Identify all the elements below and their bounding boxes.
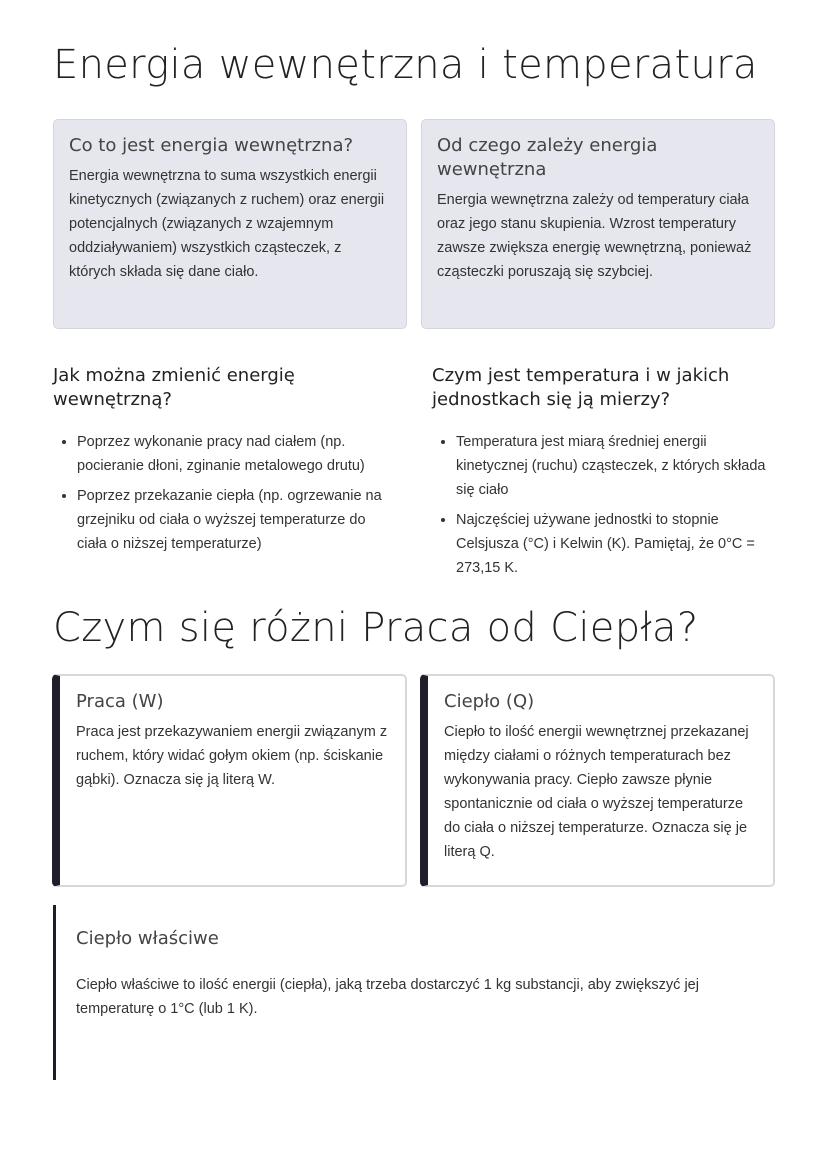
card-work bbox=[52, 674, 407, 887]
page-title: Energia wewnętrzna i temperatura bbox=[53, 42, 758, 88]
section-heading: Czym się różni Praca od Ciepła? bbox=[53, 605, 699, 651]
box-title: Od czego zależy energia wewnętrzna bbox=[437, 135, 658, 180]
list-item: • Najczęściej używane jednostki to stopnie Celsjusza (°C) i Kelwin (K). Pamiętaj, że 0°C = 273,15 K. bbox=[456, 508, 772, 580]
section-title: Czym jest temperatura i w jakich jednostkach się ją mierzy? bbox=[432, 365, 730, 410]
info-box-dependence bbox=[421, 119, 775, 329]
card-heat bbox=[420, 674, 775, 887]
specific-heat-block bbox=[53, 905, 773, 1080]
info-box-internal-energy bbox=[53, 119, 407, 329]
list-item: • Temperatura jest miarą średniej energii kinetycznej (ruchu) cząsteczek, z których składa się ciało bbox=[456, 430, 772, 502]
card-text: Ciepło to ilość energii wewnętrznej przekazanej między ciałami o różnych temperaturach bez wykonywania pracy. Ciepło zawsze płynie spontanicznie od ciała o wyższej temperaturze do ciała o niższej temperaturze. Oznacza się je literą Q. bbox=[444, 724, 749, 860]
card-text: Praca jest przekazywaniem energii związanym z ruchem, który widać gołym okiem (np. ściskanie gąbki). Oznacza się ją literą W. bbox=[76, 724, 388, 788]
box-title: Co to jest energia wewnętrzna? bbox=[69, 135, 354, 156]
block-text: Ciepło właściwe to ilość energii (ciepła), jaką trzeba dostarczyć 1 kg substancji, aby zwiększyć jej temperaturę o 1°C (lub 1 K). bbox=[76, 977, 699, 1017]
card-title: Ciepło (Q) bbox=[444, 691, 535, 712]
list-item: • Poprzez przekazanie ciepła (np. ogrzewanie na grzejniku od ciała o wyższej temperaturze do ciała o niższej temperaturze) bbox=[77, 484, 398, 556]
box-text: Energia wewnętrzna to suma wszystkich energii kinetycznych (związanych z ruchem) oraz energii potencjalnych (związanych z wzajemnym oddziaływaniem) wszystkich cząsteczek, z których składa się dane ciało. bbox=[69, 168, 385, 280]
card-title: Praca (W) bbox=[76, 691, 164, 712]
section-change-energy bbox=[53, 364, 398, 562]
list-item: • Poprzez wykonanie pracy nad ciałem (np. pocieranie dłoni, zginanie metalowego drutu) bbox=[77, 430, 398, 478]
box-text: Energia wewnętrzna zależy od temperatury ciała oraz jego stanu skupienia. Wzrost temperatury zawsze zwiększa energię wewnętrzną, ponieważ cząsteczki poruszają się szybciej. bbox=[437, 192, 752, 280]
block-title: Ciepło właściwe bbox=[76, 928, 219, 949]
section-temperature bbox=[432, 364, 772, 586]
section-title: Jak można zmienić energię wewnętrzną? bbox=[53, 365, 295, 410]
